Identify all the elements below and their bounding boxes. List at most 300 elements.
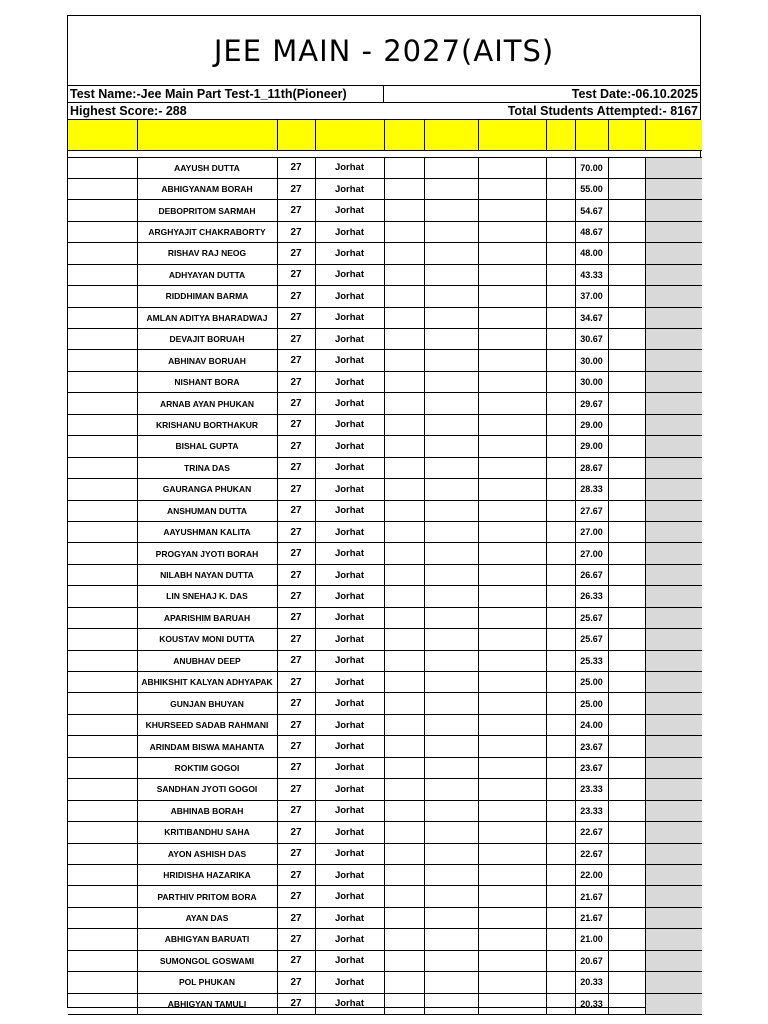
blank-cell	[384, 950, 424, 971]
blank-cell	[478, 672, 546, 693]
shaded-cell	[645, 864, 702, 885]
student-name-cell: ARNAB AYAN PHUKAN	[137, 393, 277, 414]
serial-cell	[68, 714, 137, 735]
center-cell: Jorhat	[315, 243, 384, 264]
blank-cell	[384, 886, 424, 907]
page-title: JEE MAIN - 2027(AITS)	[68, 16, 700, 86]
result-sheet	[67, 15, 701, 1008]
student-name-cell: KRISHANU BORTHAKUR	[137, 414, 277, 435]
header-cell	[645, 120, 702, 150]
blank-cell	[478, 693, 546, 714]
blank-cell	[478, 907, 546, 928]
shaded-cell	[645, 714, 702, 735]
blank-cell	[546, 500, 575, 521]
blank-cell	[608, 736, 645, 757]
blank-cell	[608, 757, 645, 778]
student-name-cell: DEBOPRITOM SARMAH	[137, 200, 277, 221]
student-name-cell: AAYUSHMAN KALITA	[137, 521, 277, 542]
score-cell: 29.00	[575, 414, 608, 435]
blank-cell	[546, 907, 575, 928]
blank-cell	[384, 800, 424, 821]
batch-cell: 27	[277, 457, 315, 478]
blank-cell	[384, 564, 424, 585]
blank-cell	[424, 329, 478, 350]
blank-cell	[546, 307, 575, 328]
table-row	[68, 200, 702, 221]
batch-cell: 27	[277, 243, 315, 264]
score-cell: 20.33	[575, 972, 608, 993]
table-row	[68, 950, 702, 971]
blank-cell	[478, 221, 546, 242]
shaded-cell	[645, 736, 702, 757]
blank-cell	[546, 822, 575, 843]
serial-cell	[68, 736, 137, 757]
blank-cell	[478, 757, 546, 778]
center-cell: Jorhat	[315, 200, 384, 221]
blank-cell	[546, 672, 575, 693]
total-students: Total Students Attempted:- 8167	[507, 104, 698, 118]
center-cell: Jorhat	[315, 822, 384, 843]
blank-cell	[546, 329, 575, 350]
center-cell: Jorhat	[315, 950, 384, 971]
spacer-row	[68, 150, 702, 157]
batch-cell: 27	[277, 993, 315, 1014]
table-row	[68, 500, 702, 521]
blank-cell	[478, 586, 546, 607]
table-row	[68, 843, 702, 864]
header-cell	[315, 120, 384, 150]
batch-cell: 27	[277, 371, 315, 392]
blank-cell	[608, 157, 645, 178]
blank-cell	[424, 221, 478, 242]
blank-cell	[384, 543, 424, 564]
serial-cell	[68, 843, 137, 864]
center-cell: Jorhat	[315, 221, 384, 242]
student-name-cell: KHURSEED SADAB RAHMANI	[137, 714, 277, 735]
serial-cell	[68, 972, 137, 993]
blank-cell	[384, 393, 424, 414]
blank-cell	[546, 393, 575, 414]
blank-cell	[384, 586, 424, 607]
blank-cell	[546, 436, 575, 457]
score-cell: 25.67	[575, 607, 608, 628]
score-cell: 30.00	[575, 350, 608, 371]
blank-cell	[546, 543, 575, 564]
serial-cell	[68, 243, 137, 264]
blank-cell	[424, 929, 478, 950]
blank-cell	[478, 243, 546, 264]
shaded-cell	[645, 157, 702, 178]
serial-cell	[68, 586, 137, 607]
blank-cell	[424, 972, 478, 993]
score-cell: 20.67	[575, 950, 608, 971]
shaded-cell	[645, 929, 702, 950]
score-cell: 48.00	[575, 243, 608, 264]
blank-cell	[478, 457, 546, 478]
serial-cell	[68, 286, 137, 307]
blank-cell	[546, 371, 575, 392]
student-name-cell: ABHIGYAN TAMULI	[137, 993, 277, 1014]
student-name-cell: KOUSTAV MONI DUTTA	[137, 629, 277, 650]
score-cell: 27.67	[575, 500, 608, 521]
blank-cell	[424, 479, 478, 500]
center-cell: Jorhat	[315, 714, 384, 735]
blank-cell	[478, 822, 546, 843]
blank-cell	[424, 200, 478, 221]
student-name-cell: POL PHUKAN	[137, 972, 277, 993]
blank-cell	[608, 350, 645, 371]
center-cell: Jorhat	[315, 650, 384, 671]
serial-cell	[68, 564, 137, 585]
table-row	[68, 307, 702, 328]
blank-cell	[384, 264, 424, 285]
blank-cell	[546, 607, 575, 628]
table-row	[68, 822, 702, 843]
blank-cell	[384, 972, 424, 993]
blank-cell	[384, 779, 424, 800]
blank-cell	[424, 993, 478, 1014]
center-cell: Jorhat	[315, 779, 384, 800]
blank-cell	[424, 800, 478, 821]
student-name-cell: ANUBHAV DEEP	[137, 650, 277, 671]
shaded-cell	[645, 307, 702, 328]
score-cell: 24.00	[575, 714, 608, 735]
shaded-cell	[645, 972, 702, 993]
score-cell: 27.00	[575, 521, 608, 542]
score-cell: 43.33	[575, 264, 608, 285]
header-cell	[424, 120, 478, 150]
blank-cell	[384, 329, 424, 350]
blank-cell	[478, 929, 546, 950]
student-name-cell: AMLAN ADITYA BHARADWAJ	[137, 307, 277, 328]
blank-cell	[478, 500, 546, 521]
student-name-cell: ABHIKSHIT KALYAN ADHYAPAK	[137, 672, 277, 693]
header-cell	[384, 120, 424, 150]
blank-cell	[384, 500, 424, 521]
blank-cell	[384, 907, 424, 928]
center-cell: Jorhat	[315, 307, 384, 328]
score-cell: 26.33	[575, 586, 608, 607]
center-cell: Jorhat	[315, 157, 384, 178]
blank-cell	[546, 714, 575, 735]
blank-cell	[384, 200, 424, 221]
score-cell: 34.67	[575, 307, 608, 328]
batch-cell: 27	[277, 479, 315, 500]
header-cell	[608, 120, 645, 150]
batch-cell: 27	[277, 607, 315, 628]
blank-cell	[384, 843, 424, 864]
table-row	[68, 393, 702, 414]
blank-cell	[478, 972, 546, 993]
blank-cell	[608, 479, 645, 500]
student-name-cell: ARGHYAJIT CHAKRABORTY	[137, 221, 277, 242]
score-cell: 30.00	[575, 371, 608, 392]
batch-cell: 27	[277, 393, 315, 414]
batch-cell: 27	[277, 672, 315, 693]
shaded-cell	[645, 479, 702, 500]
table-row	[68, 907, 702, 928]
blank-cell	[546, 843, 575, 864]
table-row	[68, 521, 702, 542]
serial-cell	[68, 543, 137, 564]
center-cell: Jorhat	[315, 350, 384, 371]
student-name-cell: PARTHIV PRITOM BORA	[137, 886, 277, 907]
table-row	[68, 329, 702, 350]
batch-cell: 27	[277, 950, 315, 971]
serial-cell	[68, 393, 137, 414]
blank-cell	[608, 264, 645, 285]
shaded-cell	[645, 243, 702, 264]
blank-cell	[478, 371, 546, 392]
blank-cell	[424, 864, 478, 885]
shaded-cell	[645, 672, 702, 693]
table-row	[68, 457, 702, 478]
batch-cell: 27	[277, 307, 315, 328]
table-row	[68, 243, 702, 264]
blank-cell	[608, 200, 645, 221]
blank-cell	[478, 779, 546, 800]
blank-cell	[384, 693, 424, 714]
blank-cell	[424, 414, 478, 435]
blank-cell	[384, 286, 424, 307]
score-cell: 54.67	[575, 200, 608, 221]
batch-cell: 27	[277, 350, 315, 371]
batch-cell: 27	[277, 329, 315, 350]
table-row	[68, 757, 702, 778]
table-row	[68, 286, 702, 307]
blank-cell	[608, 178, 645, 199]
table-row	[68, 414, 702, 435]
center-cell: Jorhat	[315, 843, 384, 864]
blank-cell	[478, 886, 546, 907]
shaded-cell	[645, 693, 702, 714]
test-name: Test Name:-Jee Main Part Test-1_11th(Pioneer)	[68, 86, 384, 102]
blank-cell	[608, 779, 645, 800]
blank-cell	[478, 843, 546, 864]
blank-cell	[608, 307, 645, 328]
score-cell: 25.67	[575, 629, 608, 650]
score-cell: 25.00	[575, 693, 608, 714]
student-name-cell: ABHINAB BORAH	[137, 800, 277, 821]
blank-cell	[546, 693, 575, 714]
batch-cell: 27	[277, 221, 315, 242]
blank-cell	[546, 221, 575, 242]
center-cell: Jorhat	[315, 393, 384, 414]
blank-cell	[384, 414, 424, 435]
serial-cell	[68, 822, 137, 843]
batch-cell: 27	[277, 436, 315, 457]
table-row	[68, 714, 702, 735]
batch-cell: 27	[277, 564, 315, 585]
table-row	[68, 436, 702, 457]
blank-cell	[608, 436, 645, 457]
serial-cell	[68, 329, 137, 350]
center-cell: Jorhat	[315, 972, 384, 993]
center-cell: Jorhat	[315, 886, 384, 907]
center-cell: Jorhat	[315, 286, 384, 307]
blank-cell	[424, 157, 478, 178]
blank-cell	[478, 436, 546, 457]
blank-cell	[384, 307, 424, 328]
blank-cell	[424, 586, 478, 607]
header-row	[68, 120, 702, 150]
serial-cell	[68, 457, 137, 478]
batch-cell: 27	[277, 864, 315, 885]
shaded-cell	[645, 586, 702, 607]
score-cell: 28.67	[575, 457, 608, 478]
table-row	[68, 800, 702, 821]
center-cell: Jorhat	[315, 800, 384, 821]
score-cell: 22.67	[575, 843, 608, 864]
student-name-cell: ADHYAYAN DUTTA	[137, 264, 277, 285]
batch-cell: 27	[277, 822, 315, 843]
blank-cell	[424, 950, 478, 971]
student-name-cell: RIDDHIMAN BARMA	[137, 286, 277, 307]
blank-cell	[384, 736, 424, 757]
blank-cell	[424, 457, 478, 478]
shaded-cell	[645, 178, 702, 199]
shaded-cell	[645, 843, 702, 864]
student-name-cell: HRIDISHA HAZARIKA	[137, 864, 277, 885]
table-row	[68, 929, 702, 950]
batch-cell: 27	[277, 178, 315, 199]
blank-cell	[478, 521, 546, 542]
score-cell: 28.33	[575, 479, 608, 500]
shaded-cell	[645, 393, 702, 414]
student-name-cell: ANSHUMAN DUTTA	[137, 500, 277, 521]
student-name-cell: DEVAJIT BORUAH	[137, 329, 277, 350]
blank-cell	[546, 993, 575, 1014]
center-cell: Jorhat	[315, 521, 384, 542]
batch-cell: 27	[277, 200, 315, 221]
student-name-cell: ROKTIM GOGOI	[137, 757, 277, 778]
blank-cell	[608, 329, 645, 350]
table-row	[68, 157, 702, 178]
batch-cell: 27	[277, 650, 315, 671]
blank-cell	[546, 950, 575, 971]
blank-cell	[546, 243, 575, 264]
blank-cell	[384, 243, 424, 264]
serial-cell	[68, 521, 137, 542]
score-cell: 22.00	[575, 864, 608, 885]
blank-cell	[424, 286, 478, 307]
score-cell: 37.00	[575, 286, 608, 307]
center-cell: Jorhat	[315, 500, 384, 521]
blank-cell	[546, 264, 575, 285]
blank-cell	[608, 929, 645, 950]
blank-cell	[608, 457, 645, 478]
shaded-cell	[645, 350, 702, 371]
blank-cell	[384, 521, 424, 542]
batch-cell: 27	[277, 886, 315, 907]
center-cell: Jorhat	[315, 586, 384, 607]
blank-cell	[478, 178, 546, 199]
student-name-cell: GUNJAN BHUYAN	[137, 693, 277, 714]
header-cell	[546, 120, 575, 150]
blank-cell	[424, 779, 478, 800]
blank-cell	[384, 864, 424, 885]
shaded-cell	[645, 629, 702, 650]
blank-cell	[546, 200, 575, 221]
shaded-cell	[645, 371, 702, 392]
blank-cell	[478, 286, 546, 307]
blank-cell	[608, 286, 645, 307]
blank-cell	[608, 500, 645, 521]
center-cell: Jorhat	[315, 371, 384, 392]
student-name-cell: AYON ASHISH DAS	[137, 843, 277, 864]
shaded-cell	[645, 993, 702, 1014]
shaded-cell	[645, 457, 702, 478]
center-cell: Jorhat	[315, 479, 384, 500]
serial-cell	[68, 650, 137, 671]
shaded-cell	[645, 886, 702, 907]
blank-cell	[478, 864, 546, 885]
blank-cell	[424, 650, 478, 671]
blank-cell	[478, 157, 546, 178]
center-cell: Jorhat	[315, 757, 384, 778]
center-cell: Jorhat	[315, 736, 384, 757]
serial-cell	[68, 264, 137, 285]
center-cell: Jorhat	[315, 457, 384, 478]
serial-cell	[68, 886, 137, 907]
blank-cell	[478, 993, 546, 1014]
shaded-cell	[645, 950, 702, 971]
blank-cell	[546, 564, 575, 585]
blank-cell	[384, 757, 424, 778]
score-cell: 30.67	[575, 329, 608, 350]
score-cell: 48.67	[575, 221, 608, 242]
blank-cell	[424, 543, 478, 564]
shaded-cell	[645, 907, 702, 928]
blank-cell	[608, 714, 645, 735]
shaded-cell	[645, 264, 702, 285]
blank-cell	[478, 329, 546, 350]
blank-cell	[478, 393, 546, 414]
table-row	[68, 178, 702, 199]
blank-cell	[546, 286, 575, 307]
serial-cell	[68, 800, 137, 821]
center-cell: Jorhat	[315, 178, 384, 199]
student-name-cell: BISHAL GUPTA	[137, 436, 277, 457]
blank-cell	[546, 886, 575, 907]
blank-cell	[384, 479, 424, 500]
test-date: Test Date:-06.10.2025	[571, 87, 698, 101]
blank-cell	[424, 672, 478, 693]
score-cell: 23.67	[575, 736, 608, 757]
blank-cell	[384, 672, 424, 693]
score-cell: 21.67	[575, 886, 608, 907]
score-cell: 70.00	[575, 157, 608, 178]
blank-cell	[384, 350, 424, 371]
blank-cell	[424, 693, 478, 714]
table-row	[68, 672, 702, 693]
header-cell	[575, 120, 608, 150]
table-row	[68, 479, 702, 500]
score-cell: 23.33	[575, 800, 608, 821]
blank-cell	[608, 993, 645, 1014]
table-row	[68, 350, 702, 371]
blank-cell	[424, 629, 478, 650]
header-cell	[277, 120, 315, 150]
blank-cell	[546, 157, 575, 178]
blank-cell	[608, 607, 645, 628]
score-cell: 29.67	[575, 393, 608, 414]
student-name-cell: ABHIGYANAM BORAH	[137, 178, 277, 199]
serial-cell	[68, 200, 137, 221]
blank-cell	[546, 178, 575, 199]
highest-score: Highest Score:- 288	[70, 104, 187, 118]
score-cell: 20.33	[575, 993, 608, 1014]
